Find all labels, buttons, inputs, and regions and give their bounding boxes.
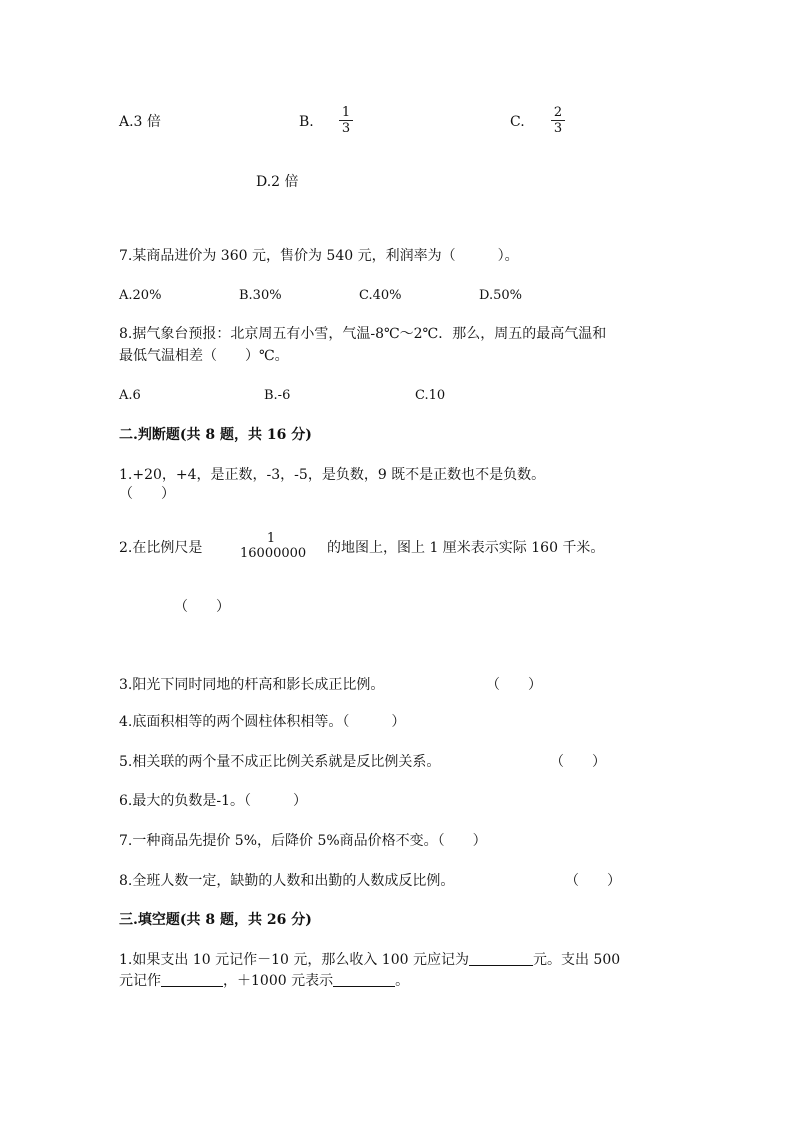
s2-item5-text: 5.相关联的两个量不成正比例关系就是反比例关系。 [119, 754, 441, 770]
s2-item4-text: 4.底面积相等的两个圆柱体积相等。（ ） [119, 714, 406, 730]
q6-option-b-fraction [339, 106, 353, 136]
s2-item8-paren: （ ） [565, 873, 621, 889]
s2-item1-paren: （ ） [119, 486, 175, 502]
s3-item1-text-e: 。 [395, 973, 410, 989]
s2-item8-text: 8.全班人数一定，缺勤的人数和出勤的人数成反比例。 [119, 873, 455, 889]
s2-item2-prefix: 2.在比例尺是 [119, 540, 203, 556]
q6-option-c-label: C. [510, 114, 525, 130]
s2-item2-denominator: 16000000 [240, 546, 307, 561]
s2-item2-suffix: 的地图上，图上 1 厘米表示实际 160 千米。 [327, 540, 605, 556]
q7-option-c: C.40% [359, 288, 402, 303]
s3-item1-text-b: 元。支出 500 [532, 952, 621, 968]
q6-option-b-label: B. [299, 114, 314, 130]
q6-option-c-numerator: 2 [553, 105, 563, 120]
q6-option-d: D.2 倍 [256, 174, 299, 190]
q6-option-b-numerator: 1 [341, 105, 351, 120]
q8-option-a: A.6 [119, 388, 141, 403]
s3-item1-line2 [119, 971, 409, 991]
q6-option-a: A.3 倍 [119, 114, 161, 130]
s2-item3-paren: （ ） [486, 677, 542, 693]
section3-title: 三.填空题(共 8 题，共 26 分) [119, 912, 312, 928]
s3-item1-text-d: ，＋1000 元表示 [223, 973, 334, 989]
s3-item1-blank-3[interactable] [333, 972, 395, 987]
q7-stem: 7.某商品进价为 360 元，售价为 540 元，利润率为（ ）。 [119, 248, 519, 264]
q6-option-c-fraction [551, 106, 565, 136]
s2-item2-numerator: 1 [266, 531, 276, 546]
q8-stem-line1: 8.据气象台预报：北京周五有小雪，气温-8℃～2℃．那么，周五的最高气温和 [119, 326, 607, 342]
s2-item2-paren: （ ） [174, 599, 230, 615]
q8-option-c: C.10 [415, 388, 446, 403]
s3-item1-blank-1[interactable] [469, 951, 533, 966]
s2-item2-scale-fraction [240, 531, 307, 561]
s3-item1-line1 [119, 950, 620, 970]
q7-option-a: A.20% [119, 288, 162, 303]
q8-option-b: B.-6 [264, 388, 291, 403]
s3-item1-text-a: 1.如果支出 10 元记作－10 元，那么收入 100 元应记为 [119, 952, 469, 968]
q6-option-c-denominator: 3 [551, 120, 565, 136]
s2-item6-text: 6.最大的负数是-1。（ ） [119, 793, 307, 809]
s2-item5-paren: （ ） [550, 754, 606, 770]
q7-option-d: D.50% [479, 288, 522, 303]
s2-item1-line1: 1.+20，+4，是正数，-3，-5，是负数，9 既不是正数也不是负数。 [119, 467, 546, 483]
q6-option-b-denominator: 3 [339, 120, 353, 136]
s3-item1-text-c: 元记作 [119, 973, 161, 989]
s3-item1-blank-2[interactable] [161, 972, 223, 987]
s2-item7-text: 7.一种商品先提价 5%，后降价 5%商品价格不变。（ ） [119, 833, 487, 849]
q7-option-b: B.30% [239, 288, 282, 303]
s2-item3-text: 3.阳光下同时同地的杆高和影长成正比例。 [119, 677, 385, 693]
section2-title: 二.判断题(共 8 题，共 16 分) [119, 427, 312, 443]
q8-stem-line2: 最低气温相差（ ）℃。 [119, 348, 289, 364]
